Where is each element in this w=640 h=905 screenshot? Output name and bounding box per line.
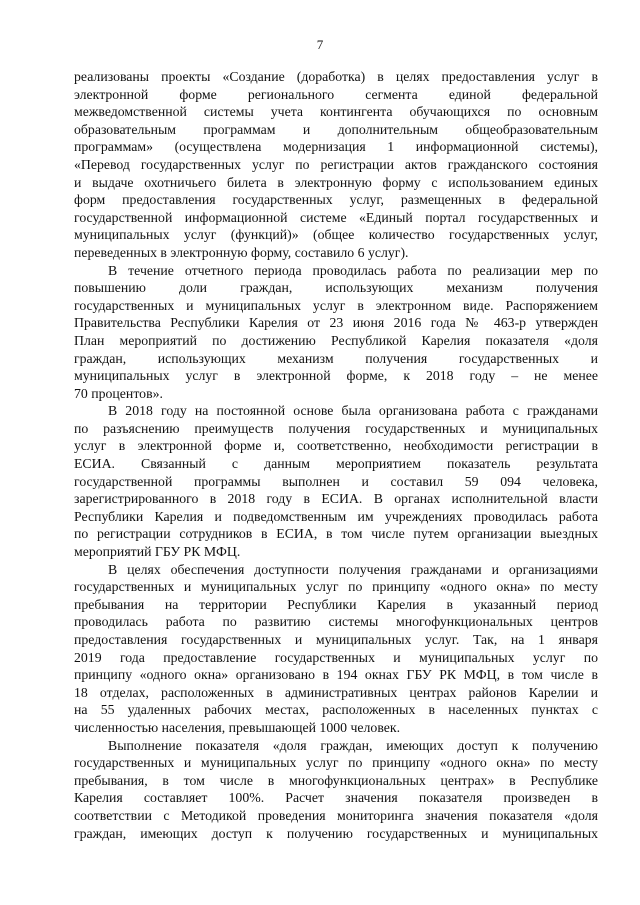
text-line: Республики Карелия и подведомственным им учреждениях проводилась работа (74, 508, 598, 524)
text-line: проводилась работа по развитию системы многофункциональных центров (74, 614, 598, 630)
text-line: В целях обеспечения доступности получения гражданами и организациями (108, 561, 598, 577)
text-line: 18 отделах, расположенных в административных центрах районов Карелии и (74, 684, 598, 700)
text-line: на 55 удаленных рабочих местах, расположенных в населенных пунктах с (74, 702, 598, 718)
text-line: мероприятий ГБУ РК МФЦ. (74, 544, 241, 560)
text-line: зарегистрированного в 2018 году в ЕСИА. В органах исполнительной власти (74, 491, 598, 507)
text-line: муниципальных услуг в электронной форме, к 2018 году – не менее (74, 368, 598, 384)
text-line: В 2018 году на постоянной основе была организована работа с гражданами (108, 403, 598, 419)
text-line: по регистрации сотрудников в ЕСИА, в том числе путем организации выездных (74, 526, 598, 542)
text-line: реализованы проекты «Создание (доработка) в целях предоставления услуг в (74, 69, 598, 84)
text-line: форм предоставления государственных услуг, размещенных в федеральной (74, 192, 598, 208)
text-line: государственной программы выполнен и составил 59 094 человека, (74, 473, 598, 489)
text-line: В течение отчетного периода проводилась работа по реализации мер по (108, 262, 598, 278)
text-line: граждан, имеющих доступ к получению государственных и муниципальных (74, 825, 598, 841)
text-line: и выдаче охотничьего билета в электронную форму с использованием единых (74, 174, 598, 190)
text-line: принципу «одного окна» организовано в 194 окнах ГБУ РК МФЦ, в том числе в (74, 667, 598, 683)
text-line: 70 процентов». (74, 385, 163, 401)
paragraph (74, 737, 598, 843)
document-body (74, 68, 598, 842)
text-line: соответствии с Методикой проведения мониторинга значения показателя «доля (74, 807, 598, 823)
text-line: ЕСИА. Связанный с данным мероприятием показатель результата (74, 456, 598, 472)
text-line: переведенных в электронную форму, составило 6 услуг). (74, 244, 409, 260)
text-line: предоставления государственных и муниципальных услуг. Так, на 1 января (74, 632, 598, 647)
text-line: муниципальных услуг (функций)» (общее количество государственных услуг, (74, 227, 598, 243)
text-line: пребывания, в том числе в многофункциональных центрах» в Республике (74, 772, 598, 788)
paragraph (74, 561, 598, 737)
text-line: электронной форме регионального сегмента единой федеральной (74, 86, 598, 102)
text-line: услуг в электронной форме и, соответственно, необходимости регистрации в (74, 438, 598, 454)
text-line: численностью населения, превышающей 1000 человек. (74, 719, 401, 735)
text-line: Карелия составляет 100%. Расчет значения показателя произведен в (74, 790, 598, 806)
text-line: государственных и муниципальных услуг по принципу «одного окна» по месту (74, 579, 598, 595)
text-line: образовательным программам и дополнительным общеобразовательным (74, 121, 598, 137)
page-number: 7 (316, 37, 324, 52)
text-line: граждан, использующих механизм получения государственных и (74, 350, 598, 366)
text-line: Правительства Республики Карелия от 23 июня 2016 года № 463-р утвержден (74, 315, 598, 331)
text-line: программам» (осуществлена модернизация 1 информационной системы), (74, 139, 598, 155)
text-line: межведомственной системы учета контингента обучающихся по основным (74, 104, 598, 120)
text-line: пребывания на территории Республики Карелия в указанный период (74, 596, 598, 612)
text-line: Выполнение показателя «доля граждан, имеющих доступ к получению (108, 737, 598, 753)
text-line: по разъяснению преимуществ получения государственных и муниципальных (74, 420, 598, 436)
text-line: государственных и муниципальных услуг по принципу «одного окна» по месту (74, 755, 598, 771)
paragraph (74, 68, 598, 262)
text-line: повышению доли граждан, использующих механизм получения (74, 280, 598, 296)
paragraph (74, 402, 598, 560)
text-line: 2019 года предоставление государственных и муниципальных услуг по (74, 649, 598, 665)
text-line: План мероприятий по достижению Республикой Карелия показателя «доля (74, 332, 598, 348)
text-line: «Перевод государственных услуг по регистрации актов гражданского состояния (74, 156, 598, 172)
text-line: государственных и муниципальных услуг в электронном виде. Распоряжением (74, 297, 598, 313)
text-line: государственной информационной системе «Единый портал государственных и (74, 209, 598, 225)
paragraph (74, 262, 598, 403)
